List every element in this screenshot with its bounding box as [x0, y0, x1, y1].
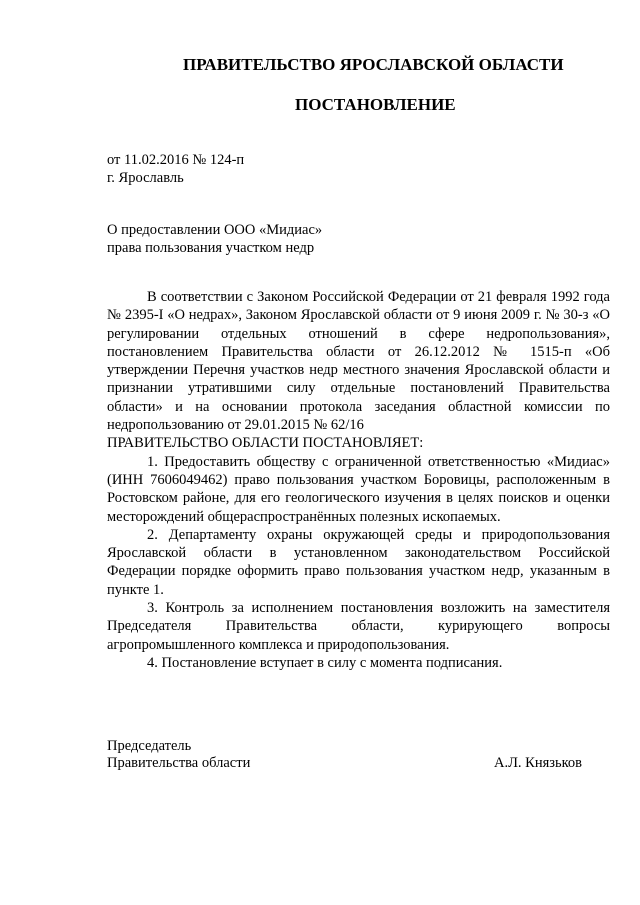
signature-position-line-2: Правительства области — [107, 755, 251, 771]
subject-line-1: О предоставлении ООО «Мидиас» — [107, 222, 323, 238]
item-1-paragraph: 1. Предоставить обществу с ограниченной ответственностью «Мидиас» (ИНН 7606049462) право пользования участком Боровицы, расположенным в Ростовском районе, для его геологического изучения в целях поисков и оценки месторождений общераспространённых полезных ископаемых. — [107, 453, 610, 525]
government-title: ПРАВИТЕЛЬСТВО ЯРОСЛАВСКОЙ ОБЛАСТИ — [183, 55, 564, 74]
preamble-paragraph: В соответствии с Законом Российской Федерации от 21 февраля 1992 года № 2395-I «О недрах», Законом Ярославской области от 9 июня 2009 г. № 30-з «О регулировании отдельных отношений в сфере недропользования», постановлением Правительства области от 26.12.2012 № 1515-п «Об утверждении Перечня участков недр местного значения Ярославской области и признании утратившими силу отдельные постановлений Правительства области» и на основании протокола заседания областной комиссии по недропользованию от 29.01.2015 № 62/16 — [107, 289, 610, 434]
document-type-title: ПОСТАНОВЛЕНИЕ — [295, 95, 456, 114]
document-date-number: от 11.02.2016 № 124-п — [107, 152, 245, 168]
item-4-paragraph: 4. Постановление вступает в силу с момента подписания. — [147, 654, 503, 671]
item-2-paragraph: 2. Департаменту охраны окружающей среды и природопользования Ярославской области в установленном законодательством Российской Федерации порядке оформить право пользования участком недр, указанным в пункте 1. — [107, 526, 610, 598]
document-body — [107, 288, 610, 672]
subject-line-2: права пользования участком недр — [107, 240, 315, 256]
item-3-paragraph: 3. Контроль за исполнением постановления возложить на заместителя Председателя Правительства области, курирующего вопросы агропромышленного комплекса и природопользования. — [107, 600, 610, 653]
signatory-name: А.Л. Князьков — [494, 755, 583, 771]
resolves-line: ПРАВИТЕЛЬСТВО ОБЛАСТИ ПОСТАНОВЛЯЕТ: — [107, 435, 424, 452]
document-city: г. Ярославль — [107, 170, 184, 186]
signature-position-line-1: Председатель — [107, 738, 192, 754]
